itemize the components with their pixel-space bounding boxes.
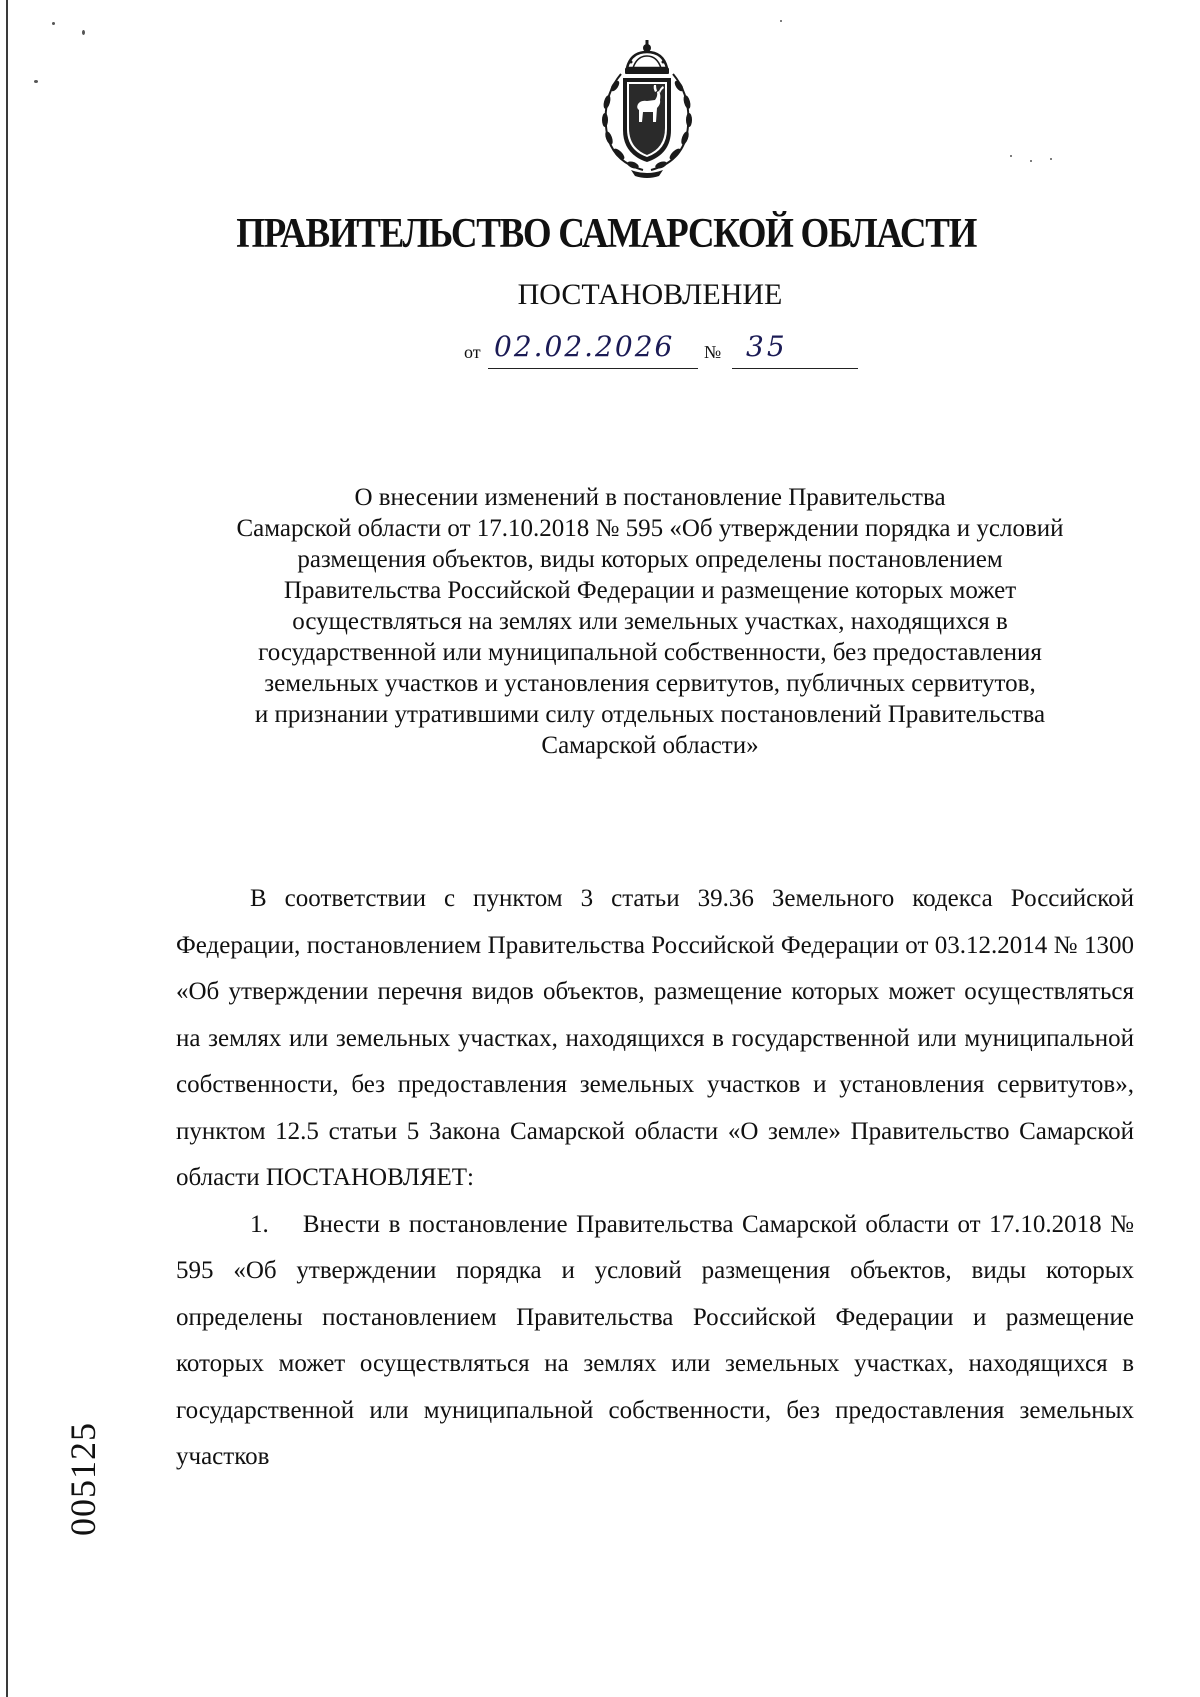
subject-line: и признании утратившими силу отдельных постановлений Правительства bbox=[254, 701, 1046, 728]
subject-line: О внесении изменений в постановление Правительства bbox=[354, 484, 946, 511]
subject-line: Самарской области» bbox=[541, 732, 759, 759]
subject-line: земельных участков и установления сервитутов, публичных сервитутов, bbox=[264, 670, 1036, 697]
number-prefix: № bbox=[704, 342, 722, 362]
subject-line: Самарской области от 17.10.2018 № 595 «Об утверждении порядка и условий bbox=[236, 515, 1064, 542]
scan-speck bbox=[780, 20, 782, 22]
subject-line: Правительства Российской Федерации и размещение которых может bbox=[283, 577, 1017, 604]
item-1-paragraph: 1. Внести в постановление Правительства Самарской области от 17.10.2018 № 595 «Об утверждении порядка и условий размещения объектов, виды которых определены постановлением Правительства Российской Федерации и размещение которых может осуществляться на землях или земельных участках, находящихся в государственной или муниципальной собственности, без предоставления земельных участков bbox=[176, 1210, 1134, 1470]
document-body bbox=[176, 876, 1134, 1481]
subject-line: государственной или муниципальной собственности, без предоставления bbox=[258, 639, 1042, 666]
scan-speck bbox=[1010, 155, 1012, 157]
document-subject bbox=[160, 482, 1140, 761]
scan-speck bbox=[1050, 158, 1052, 160]
document-date: 02.02.2026 bbox=[494, 330, 675, 363]
preamble-paragraph: В соответствии с пунктом 3 статьи 39.36 Земельного кодекса Российской Федерации, постановлением Правительства Российской Федерации от 03.12.2014 № 1300 «Об утверждении перечня видов объектов, размещение которых может осуществляться на землях или земельных участках, находящихся в государственной или муниципальной собственности, без предоставления земельных участков и установления сервитутов», пунктом 12.5 статьи 5 Закона Самарской области «О земле» Правительство Самарской области ПОСТАНОВЛЯЕТ: bbox=[176, 885, 1134, 1191]
document-type: ПОСТАНОВЛЕНИЕ bbox=[517, 278, 783, 311]
organization-title: ПРАВИТЕЛЬСТВО САМАРСКОЙ ОБЛАСТИ bbox=[236, 211, 977, 257]
scan-speck bbox=[82, 30, 85, 35]
page-edge-line bbox=[6, 0, 8, 1697]
date-underline bbox=[488, 368, 698, 369]
subject-line: размещения объектов, виды которых определены постановлением bbox=[297, 546, 1003, 573]
number-underline bbox=[732, 368, 858, 369]
subject-line: осуществляться на землях или земельных участках, находящихся в bbox=[292, 608, 1008, 635]
scan-speck bbox=[52, 22, 55, 25]
samara-coat-of-arms-icon bbox=[591, 38, 703, 178]
margin-registration-number: 005125 bbox=[63, 1422, 103, 1536]
date-prefix: от bbox=[464, 342, 481, 362]
scan-speck bbox=[1030, 160, 1032, 162]
scan-speck bbox=[34, 80, 38, 83]
document-number: 35 bbox=[746, 330, 788, 363]
